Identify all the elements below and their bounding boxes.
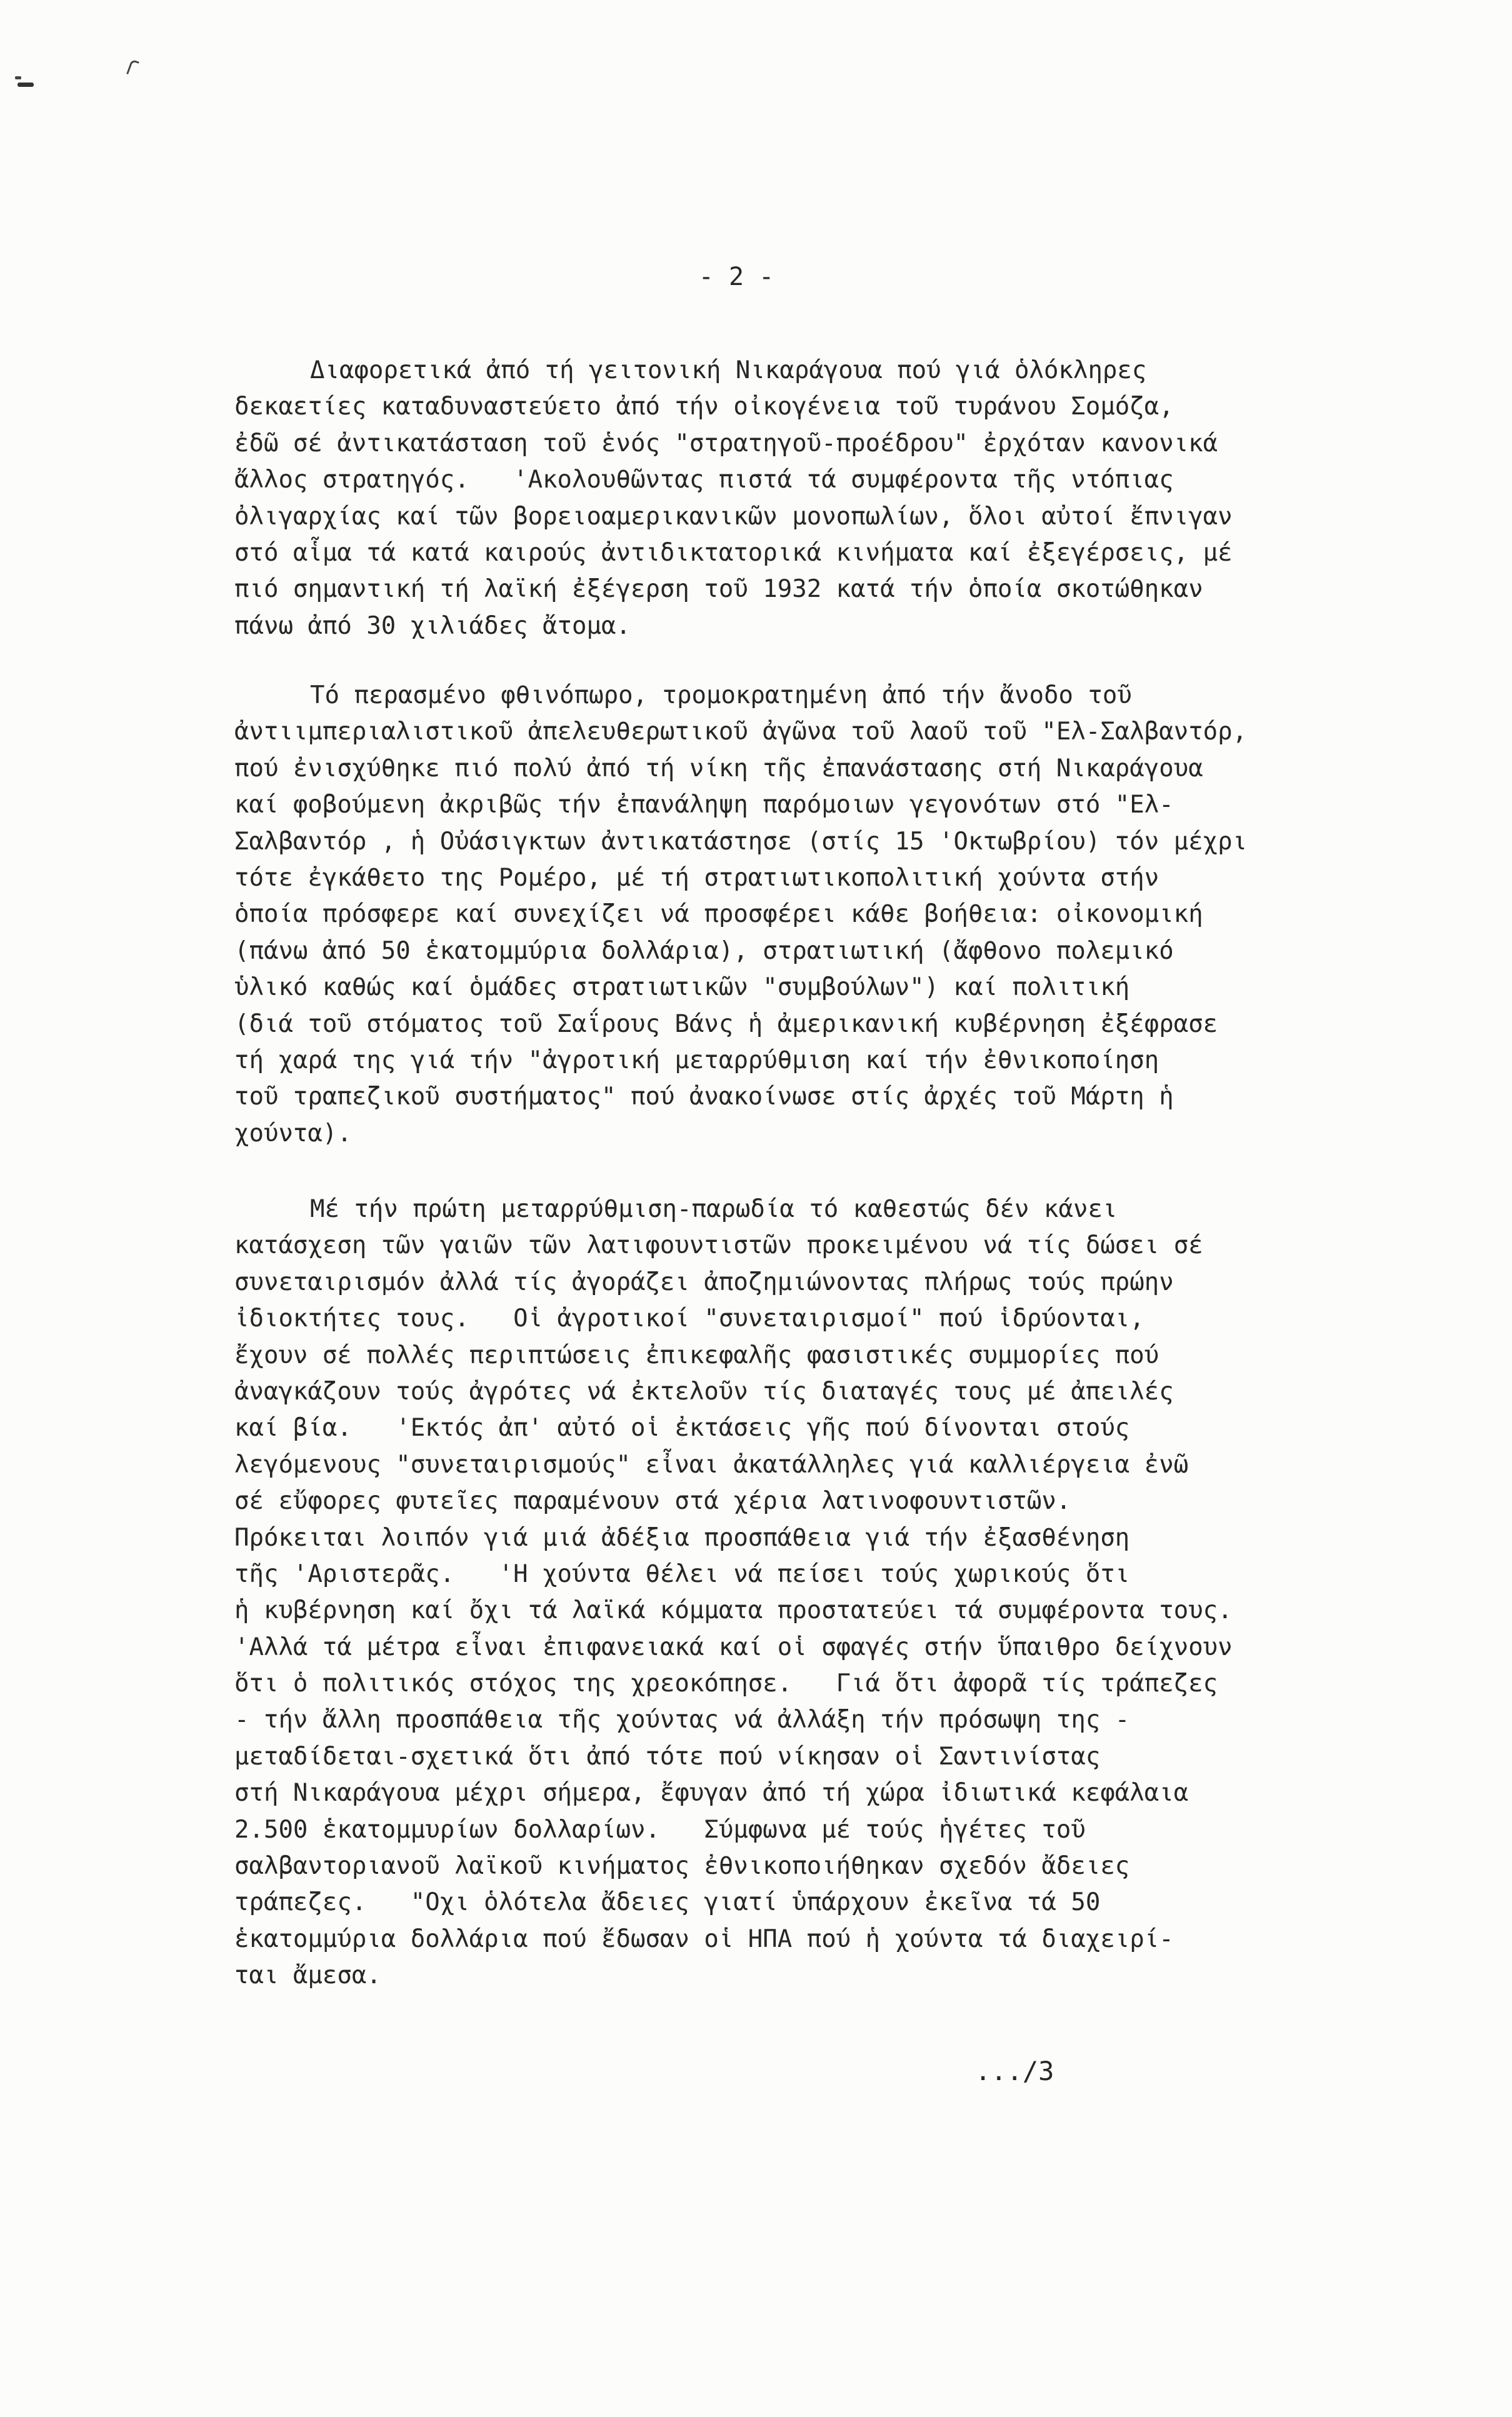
text-line: δεκαετίες καταδυναστεύετο ἀπό τήν οἰκογένεια τοῦ τυράνου Σομόζα, bbox=[234, 393, 1174, 421]
text-line: Διαφορετικά ἀπό τή γειτονική Νικαράγουα πού γιά ὁλόκληρες bbox=[310, 356, 1147, 384]
text-line: Τό περασμένο φθινόπωρο, τρομοκρατημένη ἀπό τήν ἄνοδο τοῦ bbox=[310, 681, 1132, 709]
text-line: - τήν ἄλλη προσπάθεια τῆς χούντας νά ἀλλάξη τήν πρόσωψη της - bbox=[234, 1706, 1130, 1734]
text-line: Σαλβαντόρ , ἡ Οὐάσιγκτων ἀντικατάστησε (στίς 15 'Οκτωβρίου) τόν μέχρι bbox=[234, 827, 1248, 856]
text-line: τράπεζες. "Οχι ὁλότελα ἄδειες γιατί ὑπάρχουν ἐκεῖνα τά 50 bbox=[234, 1888, 1101, 1917]
text-line: 'Αλλά τά μέτρα εἶναι ἐπιφανειακά καί οἱ σφαγές στήν ὕπαιθρο δείχνουν bbox=[234, 1633, 1233, 1661]
text-line: ὀλιγαρχίας καί τῶν βορειοαμερικανικῶν μονοπωλίων, ὅλοι αὐτοί ἔπνιγαν bbox=[234, 502, 1233, 531]
text-line: συνεταιρισμόν ἀλλά τίς ἀγοράζει ἀποζημιώνοντας πλήρως τούς πρώην bbox=[234, 1268, 1174, 1296]
text-line: τοῦ τραπεζικοῦ συστήματος" πού ἀνακοίνωσε στίς ἀρχές τοῦ Μάρτη ἡ bbox=[234, 1083, 1174, 1111]
text-line: πάνω ἀπό 30 χιλιάδες ἄτομα. bbox=[234, 611, 631, 640]
text-line: σαλβαντοριανοῦ λαϊκοῦ κινήματος ἐθνικοποιήθηκαν σχεδόν ἄδειες bbox=[234, 1852, 1130, 1881]
text-line: στό αἷμα τά κατά καιρούς ἀντιδικτατορικά κινήματα καί ἐξεγέρσεις, μέ bbox=[234, 538, 1233, 567]
text-line: ὅτι ὁ πολιτικός στόχος της χρεοκόπησε. Γιά ὅτι ἀφορᾶ τίς τράπεζες bbox=[234, 1669, 1218, 1698]
text-line: ἰδιοκτήτες τους. Οἱ ἀγροτικοί "συνεταιρισμοί" πού ἱδρύονται, bbox=[234, 1304, 1144, 1333]
text-line: τότε ἐγκάθετο της Ρομέρο, μέ τή στρατιωτικοπολιτική χούντα στήν bbox=[234, 863, 1159, 892]
text-line: ὁποία πρόσφερε καί συνεχίζει νά προσφέρει κάθε βοήθεια: οἰκονομική bbox=[234, 900, 1203, 929]
text-line: ἐδῶ σέ ἀντικατάσταση τοῦ ἑνός "στρατηγοῦ-προέδρου" ἐρχόταν κανονικά bbox=[234, 429, 1218, 458]
text-line: Πρόκειται λοιπόν γιά μιά ἀδέξια προσπάθεια γιά τήν ἐξασθένηση bbox=[234, 1523, 1130, 1552]
text-line: κατάσχεση τῶν γαιῶν τῶν λατιφουντιστῶν προκειμένου νά τίς δώσει σέ bbox=[234, 1231, 1203, 1260]
paragraph-2 bbox=[234, 678, 1247, 1152]
text-line: λεγόμενους "συνεταιρισμούς" εἶναι ἀκατάλληλες γιά καλλιέργεια ἐνῶ bbox=[234, 1450, 1189, 1479]
continuation-marker: .../3 bbox=[975, 2056, 1054, 2086]
text-line: ἀναγκάζουν τούς ἀγρότες νά ἐκτελοῦν τίς διαταγές τους μέ ἀπειλές bbox=[234, 1377, 1174, 1406]
text-line: ἑκατομμύρια δολλάρια πού ἔδωσαν οἱ ΗΠΑ πού ἡ χούντα τά διαχειρί- bbox=[234, 1924, 1174, 1953]
ink-mark bbox=[15, 76, 21, 79]
text-line: μεταδίδεται-σχετικά ὅτι ἀπό τότε πού νίκησαν οἱ Σαντινίστας bbox=[234, 1742, 1101, 1771]
text-line: στή Νικαράγουα μέχρι σήμερα, ἔφυγαν ἀπό τή χώρα ἰδιωτικά κεφάλαια bbox=[234, 1779, 1189, 1808]
text-line: ται ἄμεσα. bbox=[234, 1961, 381, 1990]
text-line: ἔχουν σέ πολλές περιπτώσεις ἐπικεφαλῆς φασιστικές συμμορίες πού bbox=[234, 1341, 1159, 1369]
text-line: πιό σημαντική τή λαϊκή ἐξέγερση τοῦ 1932 κατά τήν ὁποία σκοτώθηκαν bbox=[234, 575, 1203, 604]
ink-mark bbox=[126, 59, 139, 77]
text-line: πού ἐνισχύθηκε πιό πολύ ἀπό τή νίκη τῆς ἐπανάστασης στή Νικαράγουα bbox=[234, 754, 1203, 783]
text-line: ἡ κυβέρνηση καί ὄχι τά λαϊκά κόμματα προστατεύει τά συμφέροντα τους. bbox=[234, 1596, 1233, 1625]
text-line: χούντα). bbox=[234, 1119, 352, 1148]
text-line: (πάνω ἀπό 50 ἑκατομμύρια δολλάρια), στρατιωτική (ἄφθονο πολεμικό bbox=[234, 936, 1174, 965]
paragraph-3 bbox=[234, 1191, 1233, 1994]
paragraph-1 bbox=[234, 353, 1233, 644]
ink-mark bbox=[18, 83, 34, 87]
page-number: - 2 - bbox=[698, 263, 774, 291]
text-line: ὑλικό καθώς καί ὁμάδες στρατιωτικῶν "συμβούλων") καί πολιτική bbox=[234, 973, 1130, 1002]
text-line: τή χαρά της γιά τήν "ἀγροτική μεταρρύθμιση καί τήν ἐθνικοποίηση bbox=[234, 1046, 1159, 1074]
text-line: καί βία. 'Εκτός ἀπ' αὐτό οἱ ἐκτάσεις γῆς πού δίνονται στούς bbox=[234, 1414, 1130, 1443]
text-line: Μέ τήν πρώτη μεταρρύθμιση-παρωδία τό καθεστώς δέν κάνει bbox=[310, 1195, 1118, 1223]
text-line: σέ εὔφορες φυτεῖες παραμένουν στά χέρια λατινοφουντιστῶν. bbox=[234, 1487, 1071, 1516]
text-line: ἀντιιμπεριαλιστικοῦ ἀπελευθερωτικοῦ ἀγῶνα τοῦ λαοῦ τοῦ "Ελ-Σαλβαντόρ, bbox=[234, 718, 1248, 746]
text-line: καί φοβούμενη ἀκριβῶς τήν ἐπανάληψη παρόμοιων γεγονότων στό "Ελ- bbox=[234, 791, 1174, 819]
text-line: ἄλλος στρατηγός. 'Ακολουθῶντας πιστά τά συμφέροντα τῆς ντόπιας bbox=[234, 466, 1174, 494]
text-line: 2.500 ἑκατομμυρίων δολλαρίων. Σύμφωνα μέ τούς ἡγέτες τοῦ bbox=[234, 1815, 1086, 1844]
text-line: τῆς 'Αριστερᾶς. 'Η χούντα θέλει νά πείσει τούς χωρικούς ὅτι bbox=[234, 1559, 1130, 1588]
text-line: (διά τοῦ στόματος τοῦ Σαΐρους Βάνς ἡ ἀμερικανική κυβέρνηση ἐξέφρασε bbox=[234, 1009, 1218, 1038]
